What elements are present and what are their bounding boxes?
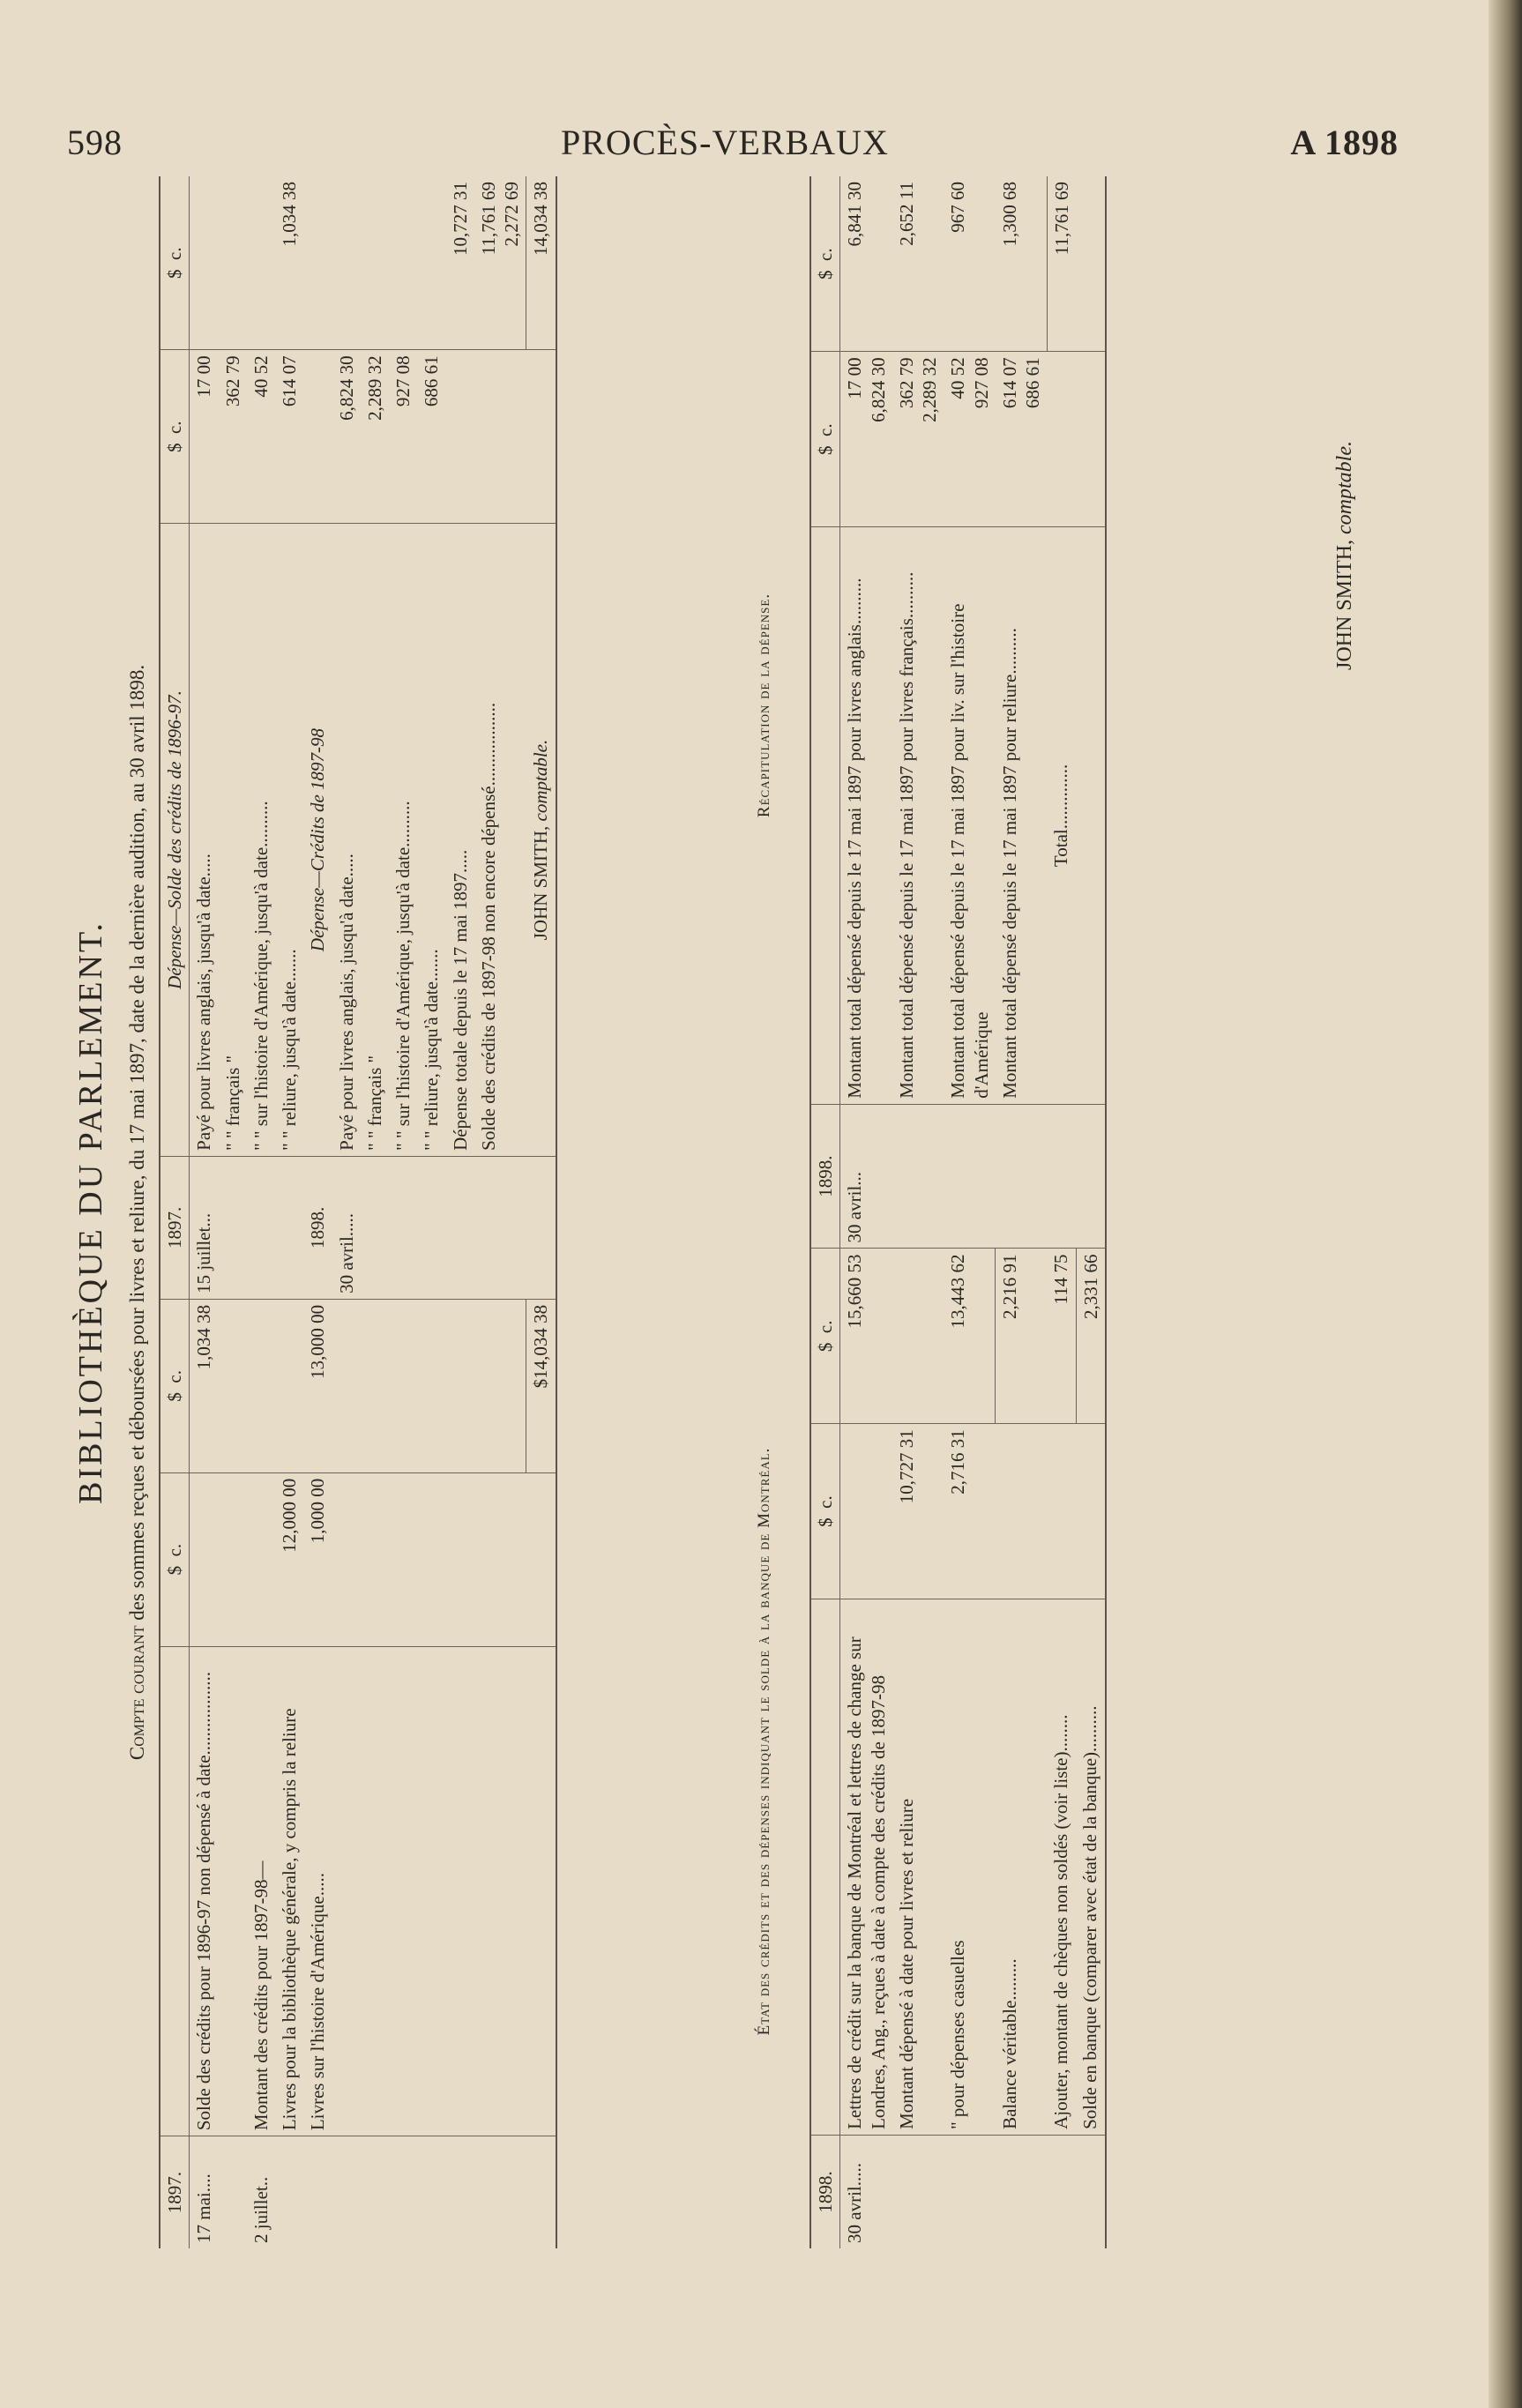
recap-year-cell: 1898. — [810, 1104, 840, 1249]
expenses-text: " " français " — [219, 524, 247, 1157]
bank-total: 2,216 91 — [996, 1249, 1048, 1424]
recap-amounts: 17 00 6,824 30 — [840, 352, 892, 527]
recap-grand-total: 11,761 69 — [1047, 176, 1076, 352]
table-row — [361, 176, 389, 2248]
recap-date: 30 avril... — [840, 1104, 892, 1249]
page-number: 598 — [67, 123, 123, 162]
running-header — [67, 122, 1399, 166]
recap-total-label: Total.............. — [1047, 527, 1076, 1105]
table-row — [840, 176, 892, 2248]
document-subtitle — [125, 176, 151, 2248]
receipts-unit-head-1: $ c. — [160, 1472, 190, 1646]
bank-total: 2,331 66 — [1076, 1249, 1106, 1424]
expenses-text: Solde des crédits de 1897-98 non encore dépensé.................. — [474, 524, 526, 1157]
recap-total: 1,300 68 — [996, 176, 1048, 352]
receipts-amount: 12,000 00 — [275, 1472, 303, 1646]
bank-amount: 2,716 31 — [944, 1424, 996, 1599]
rotated-statement — [71, 176, 1393, 2248]
table-header-row — [810, 176, 840, 2248]
receipts-text: Montant des crédits pour 1897-98— — [247, 1646, 275, 2136]
table-row — [892, 176, 944, 2248]
expenses-section2-heading: Dépense—Crédits de 1897-98 — [303, 524, 332, 1157]
table-row — [247, 176, 275, 2248]
table-row — [303, 176, 332, 2248]
table-row — [996, 176, 1048, 2248]
expenses-year-cell: 1897. — [160, 1156, 190, 1299]
expenses-unit-head-2: $ c. — [160, 176, 190, 350]
expenses-date: 15 juillet... — [190, 1156, 219, 1299]
receipts-text: Livres pour la bibliothèque générale, y compris la reliure — [275, 1646, 303, 2136]
expenses-unit-head-1: $ c. — [160, 350, 190, 524]
receipts-text: Livres sur l'histoire d'Amérique..... — [303, 1646, 332, 2136]
bank-year-cell: 1898. — [810, 2135, 840, 2248]
recap-unit-head-1: $ c. — [810, 352, 840, 527]
bank-total: 13,443 62 — [944, 1249, 996, 1424]
expenses-year-cell: 1898. — [303, 1156, 332, 1299]
recap-total: 6,841 30 — [840, 176, 892, 352]
expenses-grand-total: 14,034 38 — [526, 176, 556, 350]
page-binding-edge — [1488, 0, 1522, 2408]
table-row — [190, 176, 219, 2248]
expenses-amount: 927 08 — [389, 350, 417, 524]
header-title: PROCÈS-VERBAUX — [561, 123, 889, 162]
expenses-amount: 686 61 — [417, 350, 445, 524]
bank-total — [892, 1249, 944, 1424]
recap-total: 2,652 11 — [892, 176, 944, 352]
expenses-date: 30 avril..... — [332, 1156, 361, 1299]
current-account-table — [159, 176, 557, 2248]
bank-text: Solde en banque (comparer avec état de la banque).......... — [1076, 1599, 1106, 2135]
receipts-date: 17 mai.... — [193, 2173, 215, 2243]
expenses-amount: 17 00 — [190, 350, 219, 524]
expenses-total: 11,761 69 2,272 69 — [474, 176, 526, 350]
document-title: BIBLIOTHÈQUE DU PARLEMENT. — [72, 921, 109, 1504]
expenses-amount: 2,289 32 — [361, 350, 389, 524]
bank-date: 30 avril..... — [844, 2163, 866, 2243]
receipts-unit-head-2: $ c. — [160, 1299, 190, 1472]
expenses-section1-heading: Dépense—Solde des crédits de 1896-97. — [160, 524, 190, 1157]
bank-total: 114 75 — [1047, 1249, 1076, 1424]
bank-amount: 10,727 31 — [892, 1424, 944, 1599]
expenses-text: Payé pour livres anglais, jusqu'à date..... — [190, 524, 219, 1157]
bank-text: Ajouter, montant de chèques non soldés (voir liste)........ — [1047, 1599, 1076, 2135]
expenses-total: 10,727 31 — [446, 176, 474, 350]
receipts-total: 13,000 00 — [303, 1299, 332, 1472]
expenses-text: " " reliure, jusqu'à date....... — [417, 524, 445, 1157]
recap-unit-head-2: $ c. — [810, 176, 840, 352]
table-row — [389, 176, 417, 2248]
recap-amounts: 614 07 686 61 — [996, 352, 1048, 527]
receipts-text: Solde des crédits pour 1896-97 non dépensé à date.................. — [190, 1646, 219, 2136]
table-row — [417, 176, 445, 2248]
recap-total: 967 60 — [944, 176, 996, 352]
receipts-total: 1,034 38 — [190, 1299, 219, 1472]
recap-text: Montant total dépensé depuis le 17 mai 1897 pour liv. sur l'histoire d'Amérique — [944, 527, 996, 1105]
recap-caption: Récapitulation de la dépense. — [755, 593, 773, 818]
expenses-text: Payé pour livres anglais, jusqu'à date..... — [332, 524, 361, 1157]
receipts-amount: 1,000 00 — [303, 1472, 332, 1646]
expenses-signature: JOHN SMITH, comptable. — [526, 524, 556, 1157]
bank-unit-head-1: $ c. — [810, 1424, 840, 1599]
table-row — [1047, 176, 1076, 2248]
bank-unit-head-2: $ c. — [810, 1249, 840, 1424]
table-row — [944, 176, 996, 2248]
expenses-text: " " français " — [361, 524, 389, 1157]
bank-text: Lettres de crédit sur la banque de Montréal et lettres de change sur Londres, Ang., reçues à date à compte des crédits de 1897-98 — [840, 1599, 892, 2135]
bank-amount — [840, 1424, 892, 1599]
expenses-amount: 362 79 — [219, 350, 247, 524]
receipts-grand-total: $14,034 38 — [526, 1299, 556, 1472]
bank-statement-caption: État des crédits et des dépenses indiquant le solde à la banque de Montréal. — [755, 1447, 773, 2036]
recap-amounts: 40 52 927 08 — [944, 352, 996, 527]
table-row — [526, 176, 556, 2248]
table-row — [1076, 176, 1106, 2248]
recap-text: Montant total dépensé depuis le 17 mai 1897 pour livres anglais.......... — [840, 527, 892, 1105]
recap-text: Montant total dépensé depuis le 17 mai 1897 pour livres français.......... — [892, 527, 944, 1105]
subtitle-text: des sommes reçues et déboursées pour livres et reliure, du 17 mai 1897, date de la dernière audition, au 30 avril 1898. — [126, 664, 148, 1626]
recap-text: Montant total dépensé depuis le 17 mai 1897 pour reliure.......... — [996, 527, 1048, 1105]
bank-recap-table — [809, 176, 1107, 2248]
expenses-amount: 6,824 30 — [332, 350, 361, 524]
recap-amounts: 362 79 2,289 32 — [892, 352, 944, 527]
table-row — [275, 176, 303, 2248]
expenses-text: " " reliure, jusqu'à date....... — [275, 524, 303, 1157]
table-header-row — [160, 176, 190, 2248]
bank-total: 15,660 53 — [840, 1249, 892, 1424]
footer-signature: JOHN SMITH, comptable. — [1333, 441, 1356, 670]
table-row — [446, 176, 474, 2248]
subtitle-smallcaps: Compte courant — [126, 1625, 148, 1761]
receipts-date: 2 juillet.. — [250, 2176, 272, 2243]
bank-text: Balance véritable......... — [996, 1599, 1048, 2135]
bank-text: Montant dépensé à date pour livres et reliure — [892, 1599, 944, 2135]
table-row — [219, 176, 247, 2248]
expenses-amount: 40 52 — [247, 350, 275, 524]
bank-text: " pour dépenses casuelles — [944, 1599, 996, 2135]
expenses-text: Dépense totale depuis le 17 mai 1897..... — [446, 524, 474, 1157]
expenses-amount: 614 07 — [275, 350, 303, 524]
expenses-text: " " sur l'histoire d'Amérique, jusqu'à date.......... — [247, 524, 275, 1157]
table-row — [332, 176, 361, 2248]
expenses-total: 1,034 38 — [275, 176, 303, 350]
expenses-text: " " sur l'histoire d'Amérique, jusqu'à date.......... — [389, 524, 417, 1157]
table-row — [474, 176, 526, 2248]
header-year: A 1898 — [1290, 123, 1399, 162]
receipts-year-cell: 1897. — [160, 2136, 190, 2248]
